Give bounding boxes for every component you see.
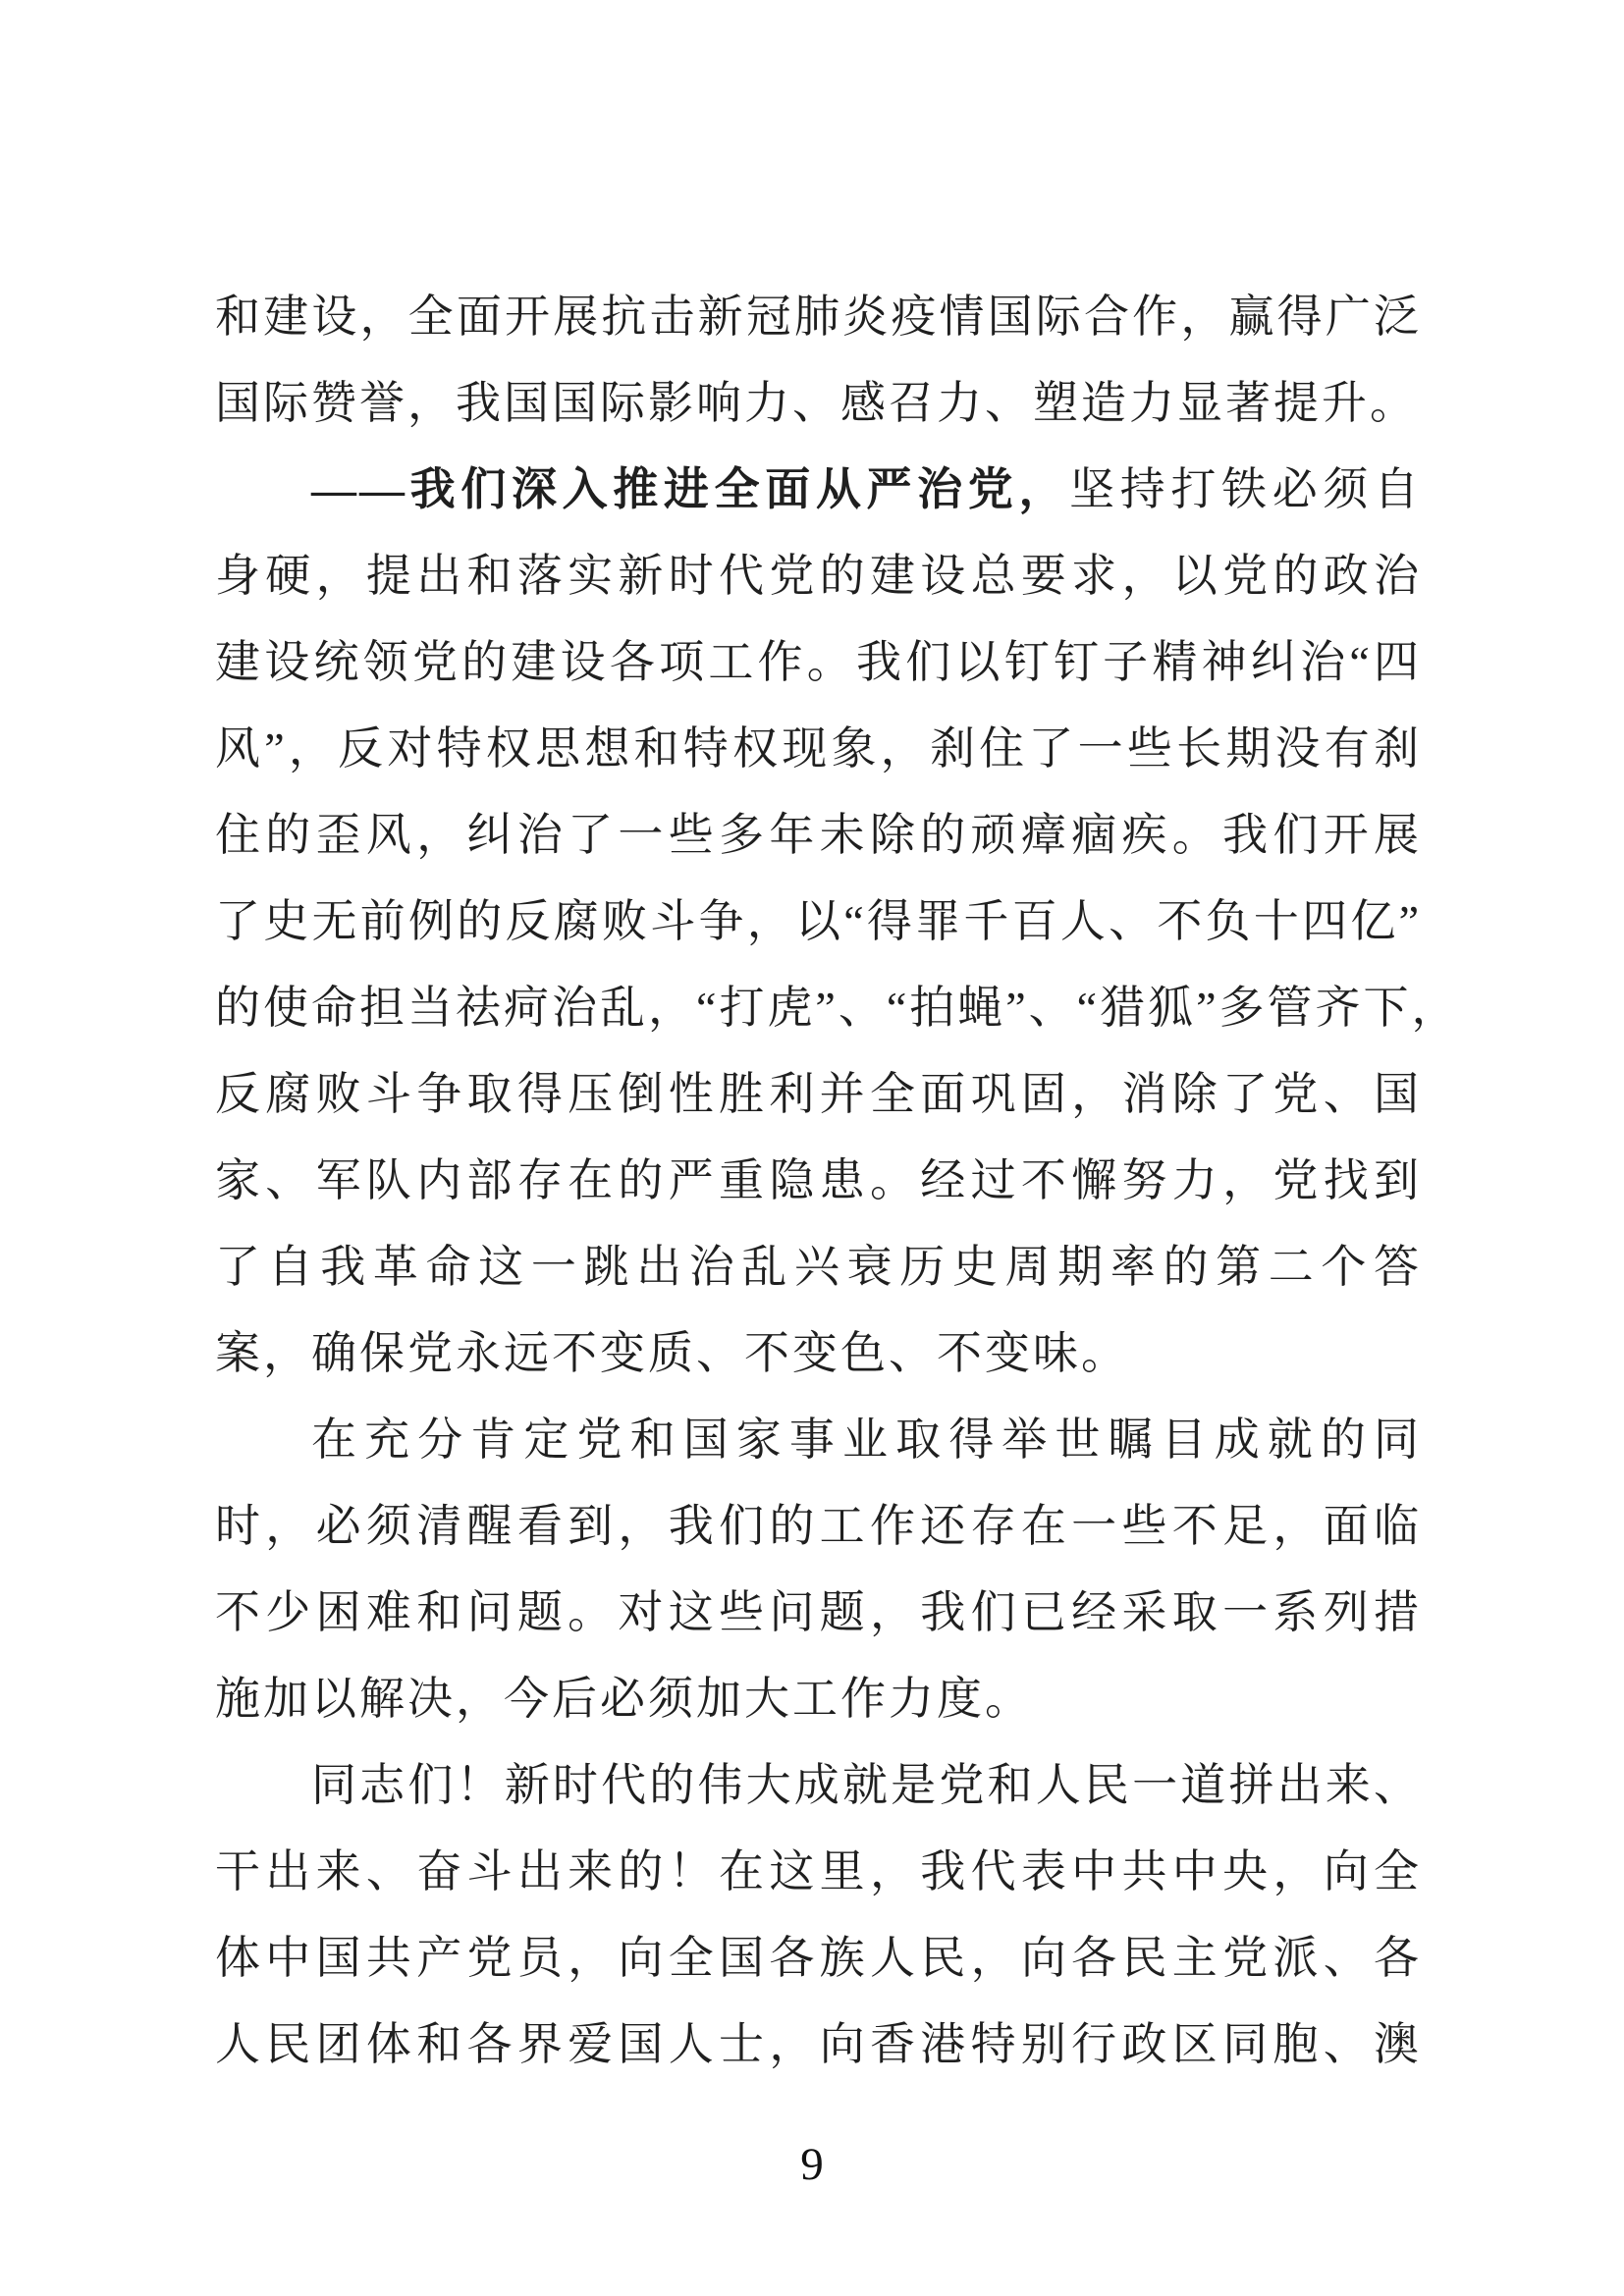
text-line: 了自我革命这一跳出治乱兴衰历史周期率的第二个答: [215, 1242, 1422, 1292]
page-number: 9: [800, 2139, 824, 2190]
text-line: 建设统领党的建设各项工作。我们以钉钉子精神纠治“四: [215, 637, 1422, 687]
text-line: 干出来、奋斗出来的！在这里，我代表中共中央，向全: [215, 1846, 1422, 1896]
text-line: 家、军队内部存在的严重隐患。经过不懈努力，党找到: [215, 1155, 1422, 1205]
text-line: 住的歪风，纠治了一些多年未除的顽瘴痼疾。我们开展: [215, 810, 1422, 860]
text-line: 身硬，提出和落实新时代党的建设总要求，以党的政治: [215, 551, 1422, 601]
text-line: 体中国共产党员，向全国各族人民，向各民主党派、各: [215, 1933, 1422, 1983]
text-line: 了史无前例的反腐败斗争，以“得罪千百人、不负十四亿”: [215, 896, 1422, 946]
text-block: [215, 274, 1460, 2088]
text-line: 案，确保党永远不变质、不变色、不变味。: [215, 1328, 1129, 1378]
emphasis-bold-run: ——我们深入推进全面从严治党，: [311, 464, 1070, 514]
text-line: 反腐败斗争取得压倒性胜利并全面巩固，消除了党、国: [215, 1069, 1422, 1119]
text-line: 施加以解决，今后必须加大工作力度。: [215, 1674, 1033, 1724]
text-line: 和建设，全面开展抗击新冠肺炎疫情国际合作，赢得广泛: [215, 292, 1422, 342]
text-run: 坚持打铁必须自: [1069, 464, 1423, 514]
text-line: 时，必须清醒看到，我们的工作还存在一些不足，面临: [215, 1501, 1422, 1551]
text-line: 在充分肯定党和国家事业取得举世瞩目成就的同: [311, 1415, 1422, 1465]
text-line: 不少困难和问题。对这些问题，我们已经采取一系列措: [215, 1587, 1422, 1637]
text-line: 人民团体和各界爱国人士，向香港特别行政区同胞、澳: [215, 2019, 1422, 2069]
text-line: [215, 447, 1422, 533]
text-line: 同志们！新时代的伟大成就是党和人民一道拼出来、: [311, 1760, 1422, 1810]
text-line: 国际赞誉，我国国际影响力、感召力、塑造力显著提升。: [215, 378, 1418, 428]
text-line: 风”，反对特权思想和特权现象，刹住了一些长期没有刹: [215, 723, 1422, 774]
text-line: 的使命担当祛疴治乱，“打虎”、“拍蝇”、“猎狐”多管齐下，: [215, 983, 1460, 1033]
